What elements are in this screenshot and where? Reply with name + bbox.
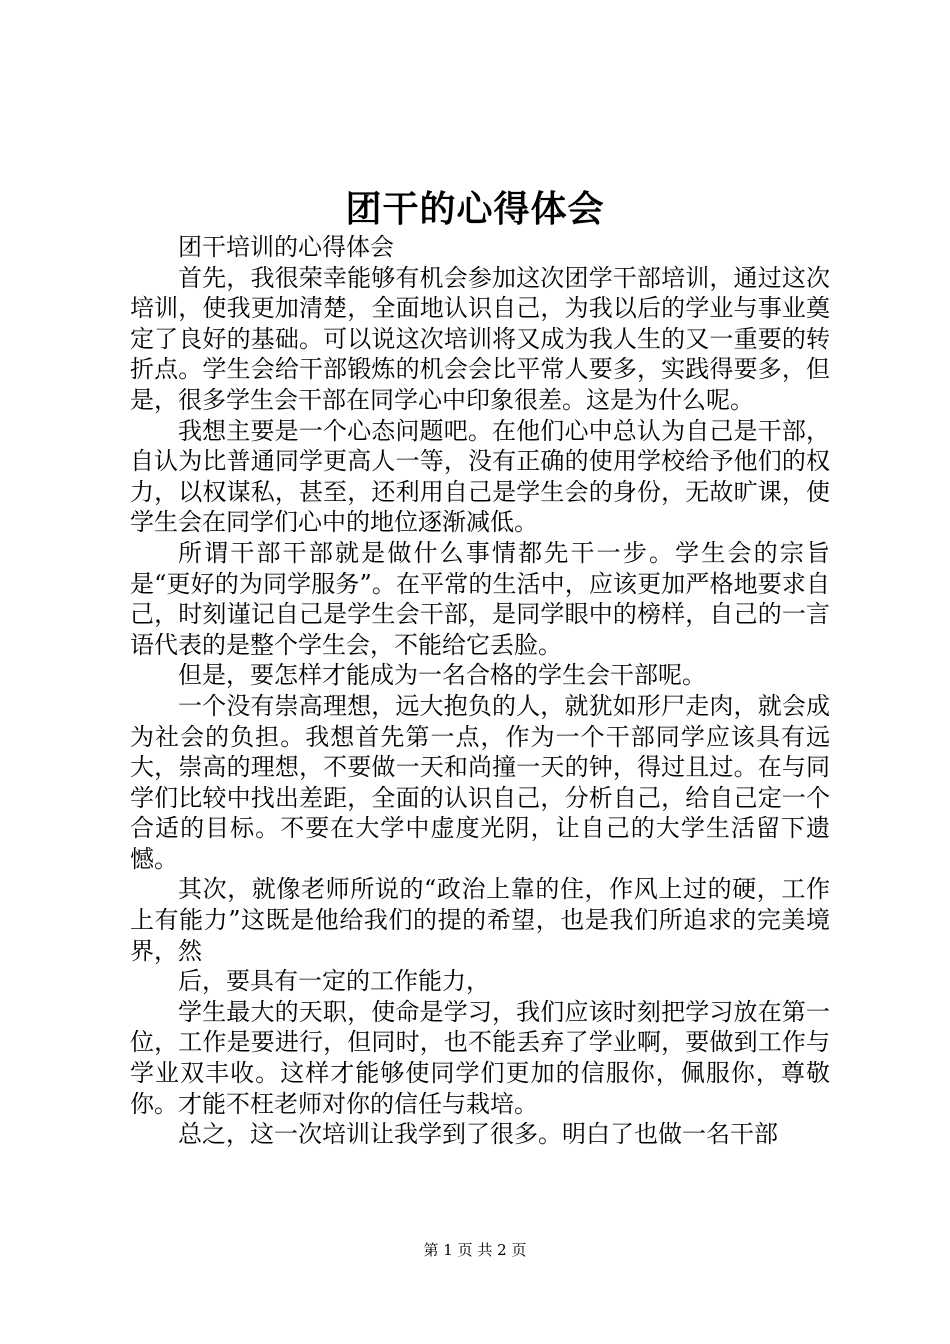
paragraph: 我想主要是一个心态问题吧。在他们心中总认为自己是干部，自认为比普通同学更高人一等，没有正确的使用学校给予他们的权力，以权谋私，甚至，还利用自己是学生会的身份，无故旷课，使学生会在同学们心中的地位逐渐减低。 <box>130 416 830 537</box>
paragraph: 学生最大的天职，使命是学习，我们应该时刻把学习放在第一位，工作是要进行，但同时，也不能丢弃了学业啊，要做到工作与学业双丰收。这样才能够使同学们更加的信服你，佩服你，尊敬你。才能不枉老师对你的信任与栽培。 <box>130 997 830 1118</box>
document-title: 团干的心得体会 <box>345 188 605 230</box>
paragraph: 总之，这一次培训让我学到了很多。明白了也做一名干部 <box>178 1120 778 1149</box>
paragraph: 一个没有崇高理想，远大抱负的人，就犹如形尸走肉，就会成为社会的负担。我想首先第一点，作为一个干部同学应该具有远大，崇高的理想，不要做一天和尚撞一天的钟，得过且过。在与同学们比较中找出差距，全面的认识自己，分析自己，给自己定一个合适的目标。不要在大学中虚度光阴，让自己的大学生活留下遗憾。 <box>130 691 830 873</box>
paragraph: 后，要具有一定的工作能力， <box>178 967 490 996</box>
page-number-footer: 第 1 页 共 2 页 <box>423 1241 527 1259</box>
paragraph-subtitle: 团干培训的心得体会 <box>178 233 394 261</box>
paragraph: 但是，要怎样才能成为一名合格的学生会干部呢。 <box>178 661 706 690</box>
document-body <box>130 232 830 1150</box>
paragraph: 首先，我很荣幸能够有机会参加这次团学干部培训，通过这次培训，使我更加清楚，全面地认识自己，为我以后的学业与事业奠定了良好的基础。可以说这次培训将又成为我人生的又一重要的转折点。学生会给干部锻炼的机会会比平常人要多，实践得要多，但是，很多学生会干部在同学心中印象很差。这是为什么呢。 <box>130 263 830 414</box>
paragraph: 所谓干部干部就是做什么事情都先干一步。学生会的宗旨是“更好的为同学服务”。在平常的生活中，应该更加严格地要求自己，时刻谨记自己是学生会干部，是同学眼中的榜样，自己的一言语代表的是整个学生会，不能给它丢脸。 <box>130 538 830 659</box>
paragraph: 其次，就像老师所说的“政治上靠的住，作风上过的硬，工作上有能力”这既是他给我们的提的希望，也是我们所追求的完美境界，然 <box>130 875 830 965</box>
